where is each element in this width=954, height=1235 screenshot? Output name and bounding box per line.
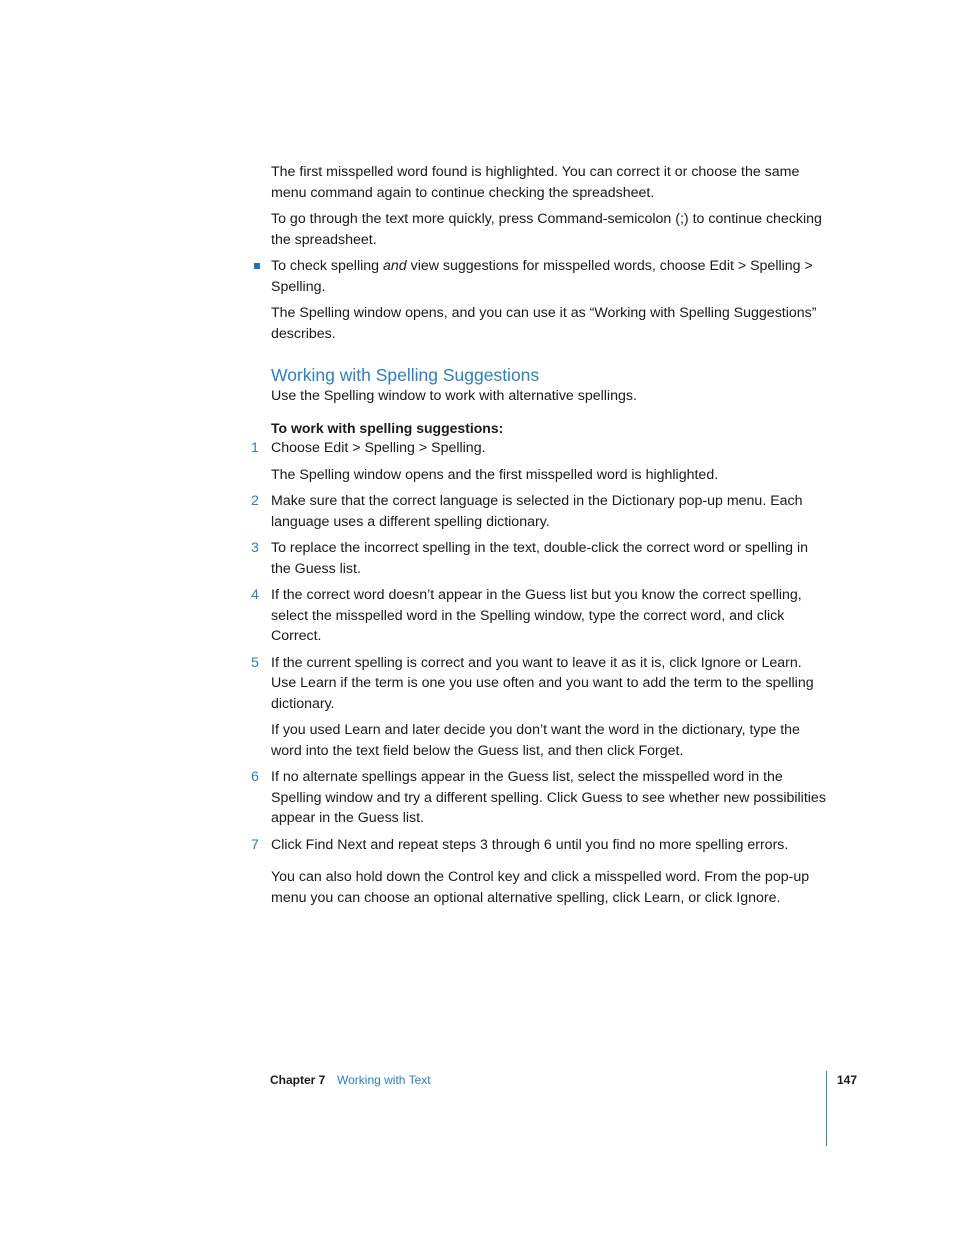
square-bullet-icon: [254, 263, 260, 269]
paragraph-first-misspelled: The first misspelled word found is highlighted. You can correct it or choose the same menu command again to continue checking the spreadsheet.: [271, 164, 800, 201]
step-number: 1: [251, 440, 259, 456]
step-4: [251, 585, 827, 647]
step-text: If no alternate spellings appear in the Guess list, select the misspelled word in the Spelling window and try a different spelling. Click Guess to see whether new possibilities appear in the Guess list.: [271, 769, 826, 826]
step-text: If the correct word doesn’t appear in the Guess list but you know the correct spelling, select the misspelled word in the Spelling window, type the correct word, and click Correct.: [271, 587, 802, 644]
step-text: To replace the incorrect spelling in the text, double-click the correct word or spelling in the Guess list.: [271, 540, 809, 577]
step-6: [251, 767, 827, 829]
bullet-text: [271, 256, 827, 297]
step-2: [251, 491, 827, 532]
step-1: [251, 438, 827, 459]
step-1-result: The Spelling window opens and the first misspelled word is highlighted.: [271, 466, 719, 483]
bullet-text-before: To check spelling: [271, 258, 383, 274]
section-heading: Working with Spelling Suggestions: [271, 365, 540, 385]
step-5: [251, 653, 827, 715]
step-text: Choose Edit > Spelling > Spelling.: [271, 440, 486, 456]
section-intro: Use the Spelling window to work with alternative spellings.: [271, 388, 637, 404]
paragraph-control-click: You can also hold down the Control key and click a misspelled word. From the pop-up menu you can choose an optional alternative spelling, click Learn, or click Ignore.: [271, 869, 810, 906]
step-text: Click Find Next and repeat steps 3 through 6 until you find no more spelling errors.: [271, 836, 789, 853]
page-content: [251, 162, 827, 908]
footer-chapter-title: Working with Text: [337, 1073, 431, 1087]
step-number: 6: [251, 769, 259, 785]
bullet-item-check-spelling: [271, 256, 827, 297]
step-text: If the current spelling is correct and you want to leave it as it is, click Ignore or Learn. Use Learn if the term is one you use often and you want to add the term to the spelling dictionary.: [271, 654, 814, 712]
step-text: Make sure that the correct language is selected in the Dictionary pop-up menu. Each language uses a different spelling dictionary.: [271, 493, 803, 530]
step-number: 7: [251, 836, 259, 853]
step-7: [251, 835, 827, 856]
page-number: 147: [837, 1073, 858, 1087]
paragraph-spelling-window-opens: The Spelling window opens, and you can use it as “Working with Spelling Suggestions” describes.: [271, 305, 817, 342]
step-number: 2: [251, 493, 259, 509]
step-number: 5: [251, 654, 259, 671]
footer-chapter-label: Chapter 7: [270, 1073, 326, 1087]
bullet-text-after: view suggestions for misspelled words, choose Edit > Spelling > Spelling.: [271, 258, 813, 295]
bullet-emphasis: and: [382, 258, 407, 274]
step-3: [251, 538, 827, 579]
step-number: 4: [251, 587, 259, 603]
step-5-note: If you used Learn and later decide you don’t want the word in the dictionary, type the word into the text field below the Guess list, and then click Forget.: [271, 722, 800, 759]
task-label: To work with spelling suggestions:: [271, 419, 504, 436]
step-number: 3: [251, 540, 259, 556]
paragraph-command-semicolon: To go through the text more quickly, press Command-semicolon (;) to continue checking the spreadsheet.: [271, 211, 822, 248]
footer-divider: [826, 1071, 827, 1146]
